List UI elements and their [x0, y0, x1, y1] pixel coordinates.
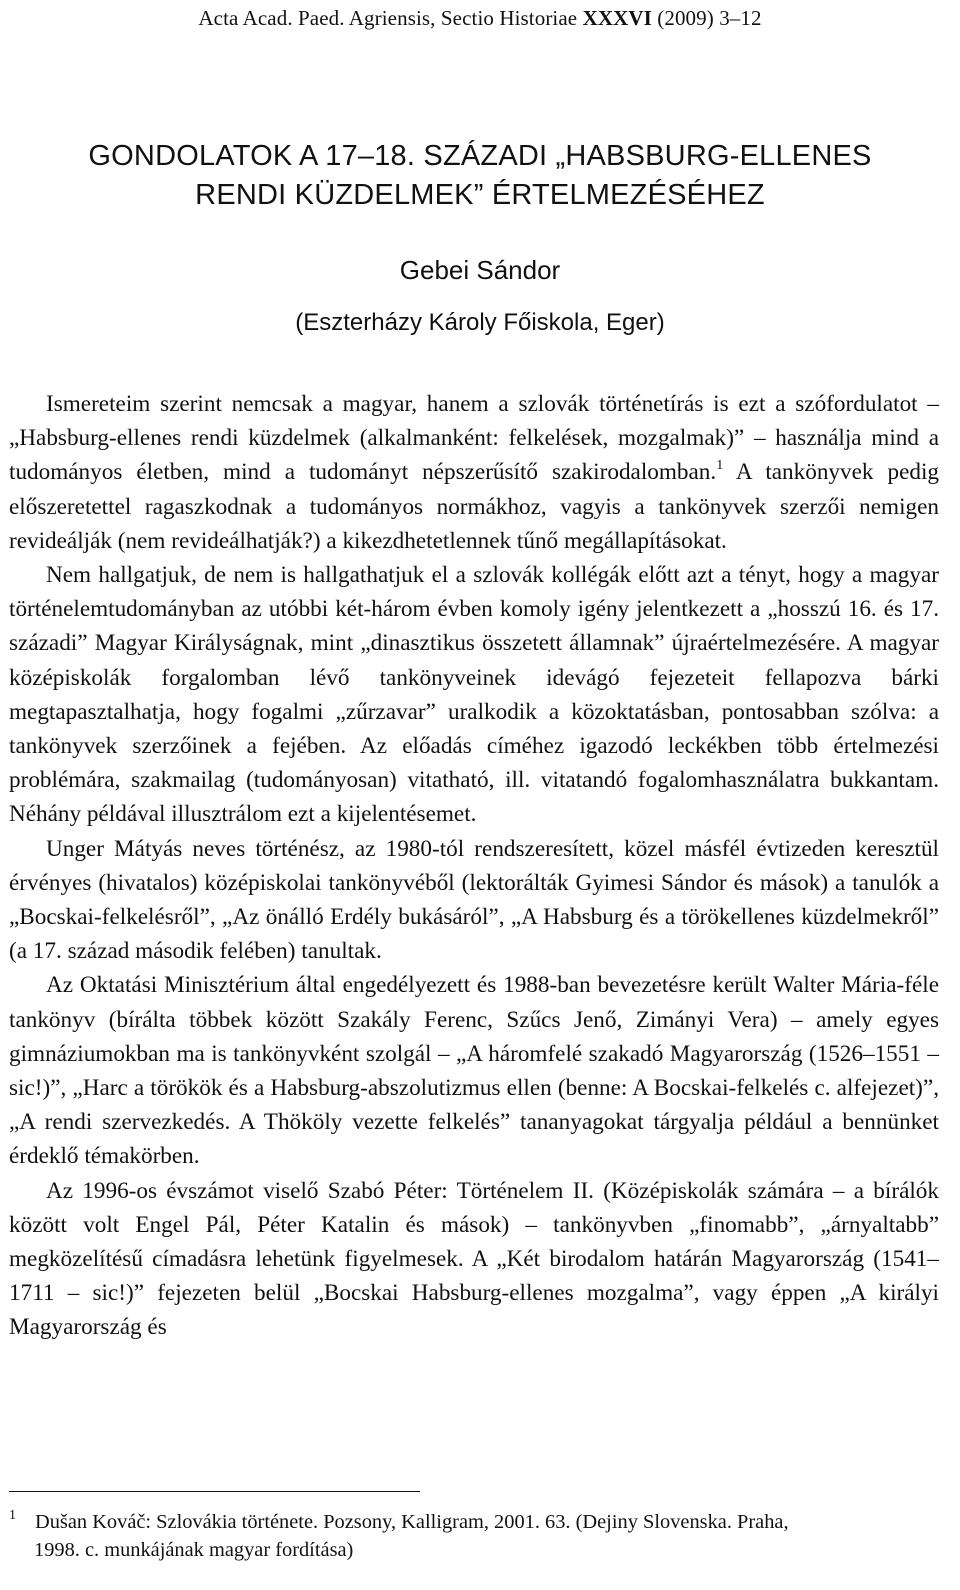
article-title	[0, 137, 960, 215]
title-line-2: RENDI KÜZDELMEK” ÉRTELMEZÉSÉHEZ	[195, 179, 765, 211]
footnote-1: 1 Dušan Kováč: Szlovákia története. Pozsony, Kalligram, 2001. 63. (Dejiny Slovenska. Praha, 1998. c. munkájának magyar fordítása)	[9, 1508, 937, 1564]
paragraph-2: Nem hallgatjuk, de nem is hallgathatjuk el a szlovák kollégák előtt azt a tényt, hogy a magyar történelemtudományban az utóbbi két-három évben komoly igény jelentkezett a „hosszú 16. és 17. századi” Magyar Királyságnak, mint „dinasztikus összetett államnak” újraértelmezésére. A magyar középiskolák forgalomban lévő tankönyveinek idevágó fejezeteit fellapozva bárki megtapasztalhatja, hogy fogalmi „zűrzavar” uralkodik a közoktatásban, pontosabban szólva: a tankönyvek szerzőinek a fejében. Az előadás címéhez igazodó leckékben több értelmezési problémára, szakmailag (tudományosan) vitatható, ill. vitatandó fogalomhasználatra bukkantam. Néhány példával illusztrálom ezt a kijelentésemet.	[9, 562, 939, 828]
author-name: Gebei Sándor	[399, 255, 561, 285]
title-line-1: GONDOLATOK A 17–18. SZÁZADI „HABSBURG-ELLENES	[88, 140, 872, 172]
paragraph-1	[9, 387, 939, 558]
author-affiliation: (Eszterházy Károly Főiskola, Eger)	[295, 309, 665, 336]
running-header	[0, 6, 960, 31]
paragraph-3: Unger Mátyás neves történész, az 1980-tól rendszeresített, közel másfél évtizeden keresztül érvényes (hivatalos) középiskolai tankönyvéből (lektorálták Gyimesi Sándor és mások) a tanulók a „Bocskai-felkelésről”, „Az önálló Erdély bukásáról”, „A Habsburg és a törökellenes küzdelmekről” (a 17. század második felében) tanultak.	[9, 835, 939, 965]
journal-pages: (2009) 3–12	[651, 6, 762, 30]
journal-volume: XXXVI	[582, 6, 652, 30]
footnote-text-line-1: Dušan Kováč: Szlovákia története. Pozsony, Kalligram, 2001. 63. (Dejiny Slovenska. Praha,	[35, 1511, 789, 1533]
paragraph-1-text-a: Ismereteim szerint nemcsak a magyar, hanem a szlovák történetírás is ezt a szófordulatot – „Habsburg-ellenes rendi küzdelmek (alkalmanként: felkelések, mozgalmak)” – használja mind a tudományos életben, mind a tudományt népszerűsítő szakirodalomban.	[9, 391, 939, 486]
footnote-reference[interactable]: 1	[716, 457, 724, 473]
paragraph-4: Az Oktatási Minisztérium által engedélyezett és 1988-ban bevezetésre került Walter Mária-féle tankönyv (bírálta többek között Szakály Ferenc, Szűcs Jenő, Zimányi Vera) – amely egyes gimnáziumokban ma is tankönyvként szolgál – „A háromfelé szakadó Magyarország (1526–1551 – sic!)”, „Harc a törökök és a Habsburg-abszolutizmus ellen (benne: A Bocskai-felkelés c. alfejezet)”, „A rendi szervezkedés. A Thököly vezette felkelés” tananyagokat tárgyalja például a bennünket érdeklő témakörben.	[9, 972, 939, 1170]
article-body	[9, 387, 939, 1345]
footnote-text-line-2: 1998. c. munkájának magyar fordítása)	[34, 1539, 354, 1561]
footnote-separator	[9, 1491, 420, 1492]
journal-name: Acta Acad. Paed. Agriensis, Sectio Historiae	[198, 6, 583, 30]
paragraph-1-text-b: A tankönyvek pedig előszeretettel ragaszkodnak a tudományos normákhoz, vagyis a tankönyvek szerzői nemigen revideálják (nem revideálhatják?) a kikezdhetetlennek tűnő megállapításokat.	[9, 459, 939, 554]
paragraph-5: Az 1996-os évszámot viselő Szabó Péter: Történelem II. (Középiskolák számára – a bírálók között volt Engel Pál, Péter Katalin és mások) – tankönyvben „finomabb”, „árnyaltabb” megközelítésű címadásra lehetünk figyelmesek. A „Két birodalom határán Magyarország (1541–1711 – sic!)” fejezeten belül „Bocskai Habsburg-ellenes mozgalma”, vagy éppen „A királyi Magyarország és	[9, 1177, 939, 1341]
